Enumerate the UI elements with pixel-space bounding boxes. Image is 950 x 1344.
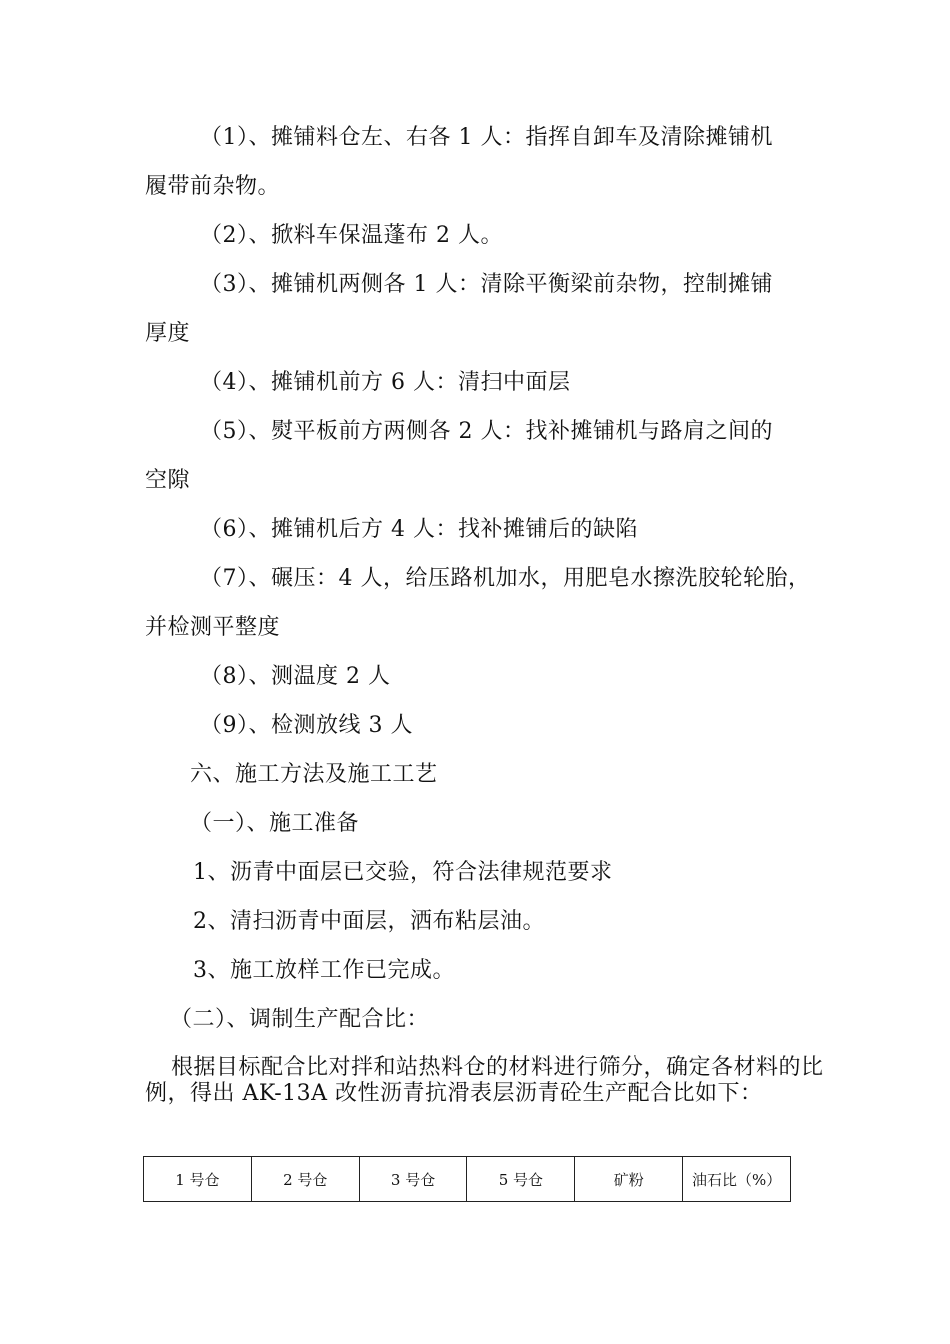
- prep-item-1: 1、沥青中面层已交验，符合法律规范要求: [193, 860, 613, 885]
- table-header-cell: 2 号仓: [251, 1157, 359, 1202]
- mix-ratio-paragraph: 根据目标配合比对拌和站热料仓的材料进行筛分，确定各材料的比例，得出 AK-13A 改性沥青抗滑表层沥青砼生产配合比如下：: [145, 1055, 824, 1106]
- table-header-cell: 5 号仓: [467, 1157, 575, 1202]
- item-7-line-1: （7）、碾压：4 人，给压路机加水，用肥皂水擦洗胶轮轮胎，: [200, 566, 811, 591]
- item-5-line-2: 空隙: [145, 468, 191, 493]
- mix-ratio-table: [143, 1156, 791, 1202]
- table-header-cell: 3 号仓: [359, 1157, 467, 1202]
- item-2-line: （2）、掀料车保温蓬布 2 人。: [200, 223, 503, 248]
- prep-item-3: 3、施工放样工作已完成。: [193, 958, 455, 983]
- table-header-cell: 矿粉: [575, 1157, 683, 1202]
- item-4-line: （4）、摊铺机前方 6 人：清扫中面层: [200, 370, 571, 395]
- item-6-line: （6）、摊铺机后方 4 人：找补摊铺后的缺陷: [200, 517, 638, 542]
- item-3-line-2: 厚度: [145, 321, 191, 346]
- subsection-heading-1: （一）、施工准备: [190, 811, 360, 836]
- table-header-cell: 1 号仓: [144, 1157, 252, 1202]
- prep-item-2: 2、清扫沥青中面层，洒布粘层油。: [193, 909, 545, 934]
- item-8-line: （8）、测温度 2 人: [200, 664, 391, 689]
- item-9-line: （9）、检测放线 3 人: [200, 713, 413, 738]
- item-3-line-1: （3）、摊铺机两侧各 1 人：清除平衡梁前杂物，控制摊铺: [200, 272, 773, 297]
- item-1-line-1: （1）、摊铺料仓左、右各 1 人：指挥自卸车及清除摊铺机: [200, 125, 773, 150]
- subsection-heading-2: （二）、调制生产配合比：: [170, 1007, 430, 1032]
- item-1-line-2: 履带前杂物。: [145, 174, 281, 199]
- section-heading-6: 六、施工方法及施工工艺: [190, 762, 438, 787]
- table-header-cell: 油石比（%）: [683, 1157, 791, 1202]
- item-7-line-2: 并检测平整度: [145, 615, 281, 640]
- table-row: [144, 1157, 791, 1202]
- item-5-line-1: （5）、熨平板前方两侧各 2 人：找补摊铺机与路肩之间的: [200, 419, 773, 444]
